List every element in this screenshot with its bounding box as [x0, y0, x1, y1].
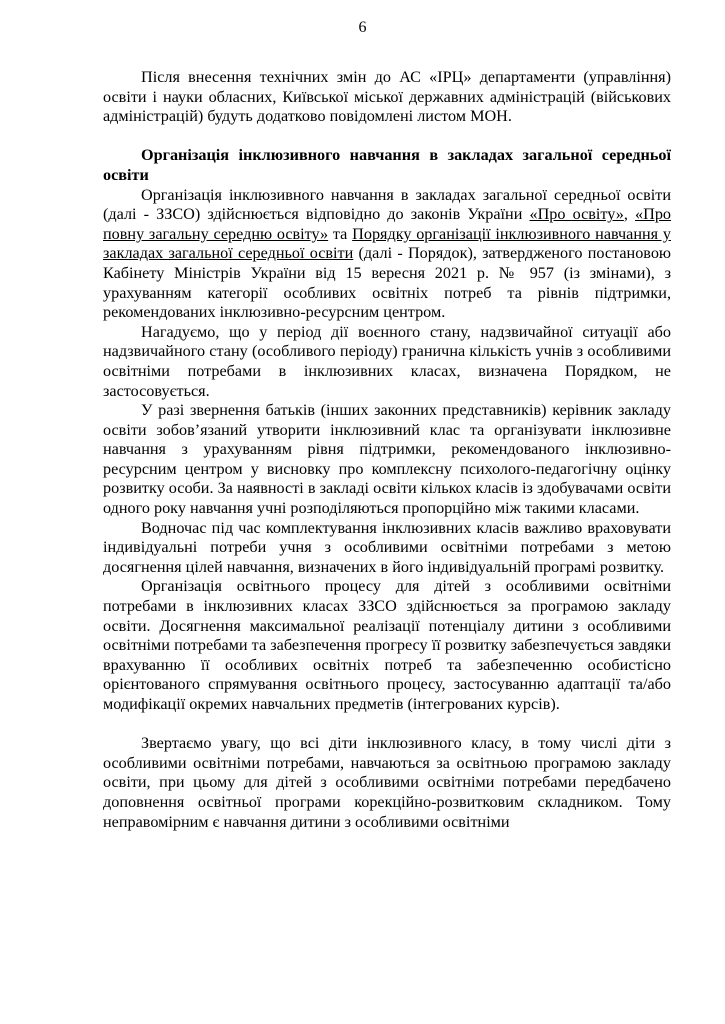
paragraph-parent-request: У разі звернення батьків (інших законних представників) керівник закладу освіти зобов’язаний утворити інклюзивний клас та організувати інклюзивне навчання з урахуванням рівня підтримки, рекомендованого інклюзивно-ресурсним центром у висновку про комплексну психолого-педагогічну оцінку розвитку особи. За наявності в закладі освіти кількох класів із здобувачами освіти одного року навчання учні розподіляються пропорційно між такими класами.	[103, 401, 671, 518]
paragraph-educational-process: Організація освітнього процесу для дітей з особливими освітніми потребами в інклюзивних класах ЗЗСО здійснюється за програмою закладу освіти. Досягнення максимальної реалізації потенціалу дитини з особливими освітніми потребами та забезпечення прогресу її розвитку забезпечується завдяки врахуванню її особливих освітніх потреб та забезпеченню особистісно орієнтованого спрямування освітнього процесу, застосуванню адаптації та/або модифікації окремих навчальних предметів (інтегрованих курсів).	[103, 577, 671, 713]
paragraph-text: (далі - Порядок), затвердженого постановою Кабінету Міністрів України від 15 вересня 2021 р. № 957 (із змінами), з урахуванням категорії особливих освітніх потреб та рівнів підтримки, рекомендованих інклюзивно-ресурсним центром.	[103, 244, 672, 322]
paragraph-text: Організація інклюзивного навчання в закладах загальної середньої освіти (далі - ЗЗСО) здійснюється відповідно до законів України	[103, 185, 671, 224]
paragraph-legal-basis	[103, 186, 671, 323]
paragraph-attention: Звертаємо увагу, що всі діти інклюзивного класу, в тому числі діти з особливими освітніми потребами, навчаються за освітньою програмою закладу освіти, при цьому для дітей з особливими освітніми потребами передбачено доповнення освітньої програми корекційно-розвитковим складником. Тому неправомірним є навчання дитини з особливими освітніми	[103, 734, 671, 831]
separator-text: ,	[623, 205, 636, 224]
section-heading: Організація інклюзивного навчання в закладах загальної середньої освіти	[103, 146, 671, 184]
law-on-education-link[interactable]: «Про освіту»	[529, 205, 624, 224]
document-body	[103, 68, 671, 832]
inclusive-education-procedure-link[interactable]: Порядку організації інклюзивного навчання у закладах загальної середньої освіти	[103, 224, 671, 263]
law-on-general-secondary-education-link[interactable]: «Про повну загальну середню освіту»	[103, 205, 672, 243]
paragraph-class-formation: Водночас під час комплектування інклюзивних класів важливо враховувати індивідуальні потреби учня з особливими освітніми потребами з метою досягнення цілей навчання, визначених в його індивідуальній програмі розвитку.	[103, 518, 671, 576]
paragraph-martial-law: Нагадуємо, що у період дії воєнного стану, надзвичайної ситуації або надзвичайного стану (особливого періоду) гранична кількість учнів з особливими освітніми потребами в інклюзивних класах, визначена Порядком, не застосовується.	[103, 322, 671, 400]
page-number: 6	[358, 19, 367, 36]
separator-text: та	[328, 224, 353, 243]
intro-paragraph: Після внесення технічних змін до АС «ІРЦ» департаменти (управління) освіти і науки обласних, Київської міської державних адміністрацій (військових адміністрацій) будуть додатково повідомлені листом МОН.	[103, 68, 671, 126]
